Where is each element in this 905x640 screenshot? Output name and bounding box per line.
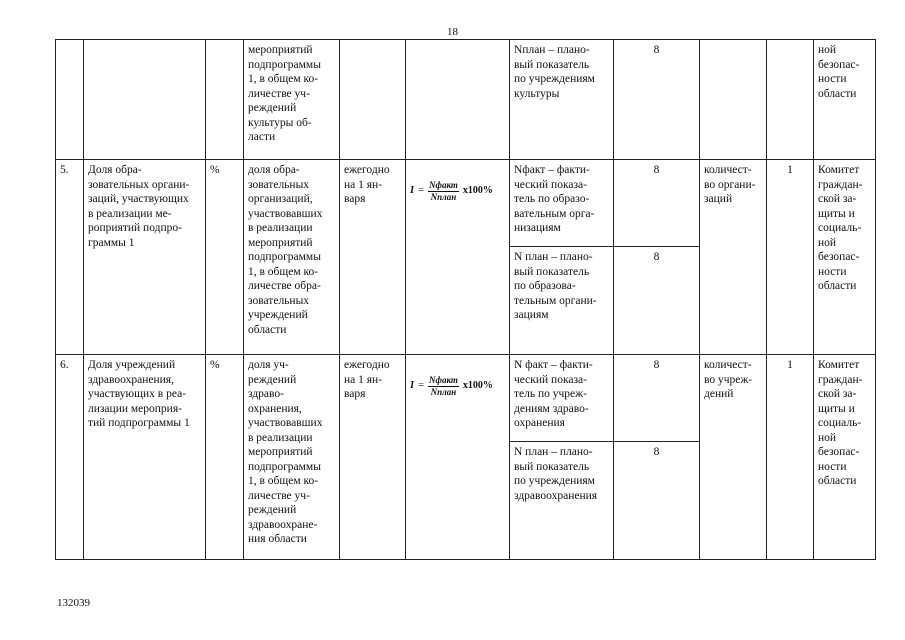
indicator-unit: %: [206, 160, 244, 355]
formula: [410, 373, 505, 398]
formula-multiplier: x100%: [462, 379, 493, 391]
param-plan: N план – плано- вый показатель по образова- тельным органи- зациям: [510, 247, 614, 355]
row-number: 5.: [56, 160, 84, 355]
formula: [410, 178, 505, 203]
indicator-definition: доля обра- зовательных организаций, участвовавших в реализации мероприятий подпрограммы 1, в общем ко- личестве обра- зовательных учреждений области: [244, 160, 340, 355]
formula-fraction: [428, 180, 459, 203]
formula-multiplier: x100%: [462, 184, 493, 196]
cell-basis-code: [767, 40, 814, 160]
table-row: [56, 160, 876, 247]
row-number: 6.: [56, 355, 84, 560]
formula-denominator: Nплан: [430, 191, 457, 202]
param-fact: Nфакт – факти- ческий показа- тель по образо- вательным орга- низациям: [510, 160, 614, 247]
indicator-name: Доля учреждений здравоохранения, участвующих в реа- лизации мероприя- тий подпрограммы 1: [84, 355, 206, 560]
cell-num: [56, 40, 84, 160]
basis-code: 1: [767, 160, 814, 355]
indicator-period: ежегодно на 1 ян- варя: [340, 160, 406, 355]
formula-lhs: I: [410, 184, 415, 196]
cell-basis: [700, 40, 767, 160]
cell-responsible: ной безопас- ности области: [814, 40, 876, 160]
cell-name: [84, 40, 206, 160]
formula-numerator: Nфакт: [429, 179, 458, 190]
formula-numerator: Nфакт: [429, 374, 458, 385]
table-row: [56, 355, 876, 442]
formula-denominator: Nплан: [430, 386, 457, 397]
param-fact-code: 8: [614, 355, 700, 442]
param-fact-code: 8: [614, 160, 700, 247]
responsible: Комитет граждан- ской за- щиты и социаль- ной безопас- ности области: [814, 355, 876, 560]
formula-lhs: I: [410, 379, 415, 391]
formula-eq: =: [418, 379, 425, 391]
indicator-table: [55, 39, 876, 560]
indicator-definition: доля уч- реждений здраво- охранения, участвовавших в реализации мероприятий подпрограммы 1, в общем ко- личестве уч- реждений здравоохране- ния области: [244, 355, 340, 560]
param-plan: N план – плано- вый показатель по учреждениям здравоохранения: [510, 442, 614, 560]
indicator-period: ежегодно на 1 ян- варя: [340, 355, 406, 560]
indicator-unit: %: [206, 355, 244, 560]
indicator-formula: [406, 355, 510, 560]
cell-definition: мероприятий подпрограммы 1, в общем ко- личестве уч- реждений культуры об- ласти: [244, 40, 340, 160]
basis: количест- во органи- заций: [700, 160, 767, 355]
formula-eq: =: [418, 184, 425, 196]
formula-fraction: [428, 375, 459, 398]
cell-period: [340, 40, 406, 160]
document-code: 132039: [57, 597, 90, 609]
basis-code: 1: [767, 355, 814, 560]
param-plan-code: 8: [614, 247, 700, 355]
param-fact: N факт – факти- ческий показа- тель по учреж- дениям здраво- охранения: [510, 355, 614, 442]
responsible: Комитет граждан- ской за- щиты и социаль- ной безопас- ности области: [814, 160, 876, 355]
cell-formula: [406, 40, 510, 160]
cell-param: Nплан – плано- вый показатель по учреждениям культуры: [510, 40, 614, 160]
param-plan-code: 8: [614, 442, 700, 560]
continuation-row: [56, 40, 876, 160]
indicator-name: Доля обра- зовательных органи- заций, участвующих в реализации ме- роприятий подпро- граммы 1: [84, 160, 206, 355]
indicator-formula: [406, 160, 510, 355]
cell-param-code: 8: [614, 40, 700, 160]
cell-unit: [206, 40, 244, 160]
page-number: 18: [447, 26, 458, 38]
basis: количест- во учреж- дений: [700, 355, 767, 560]
